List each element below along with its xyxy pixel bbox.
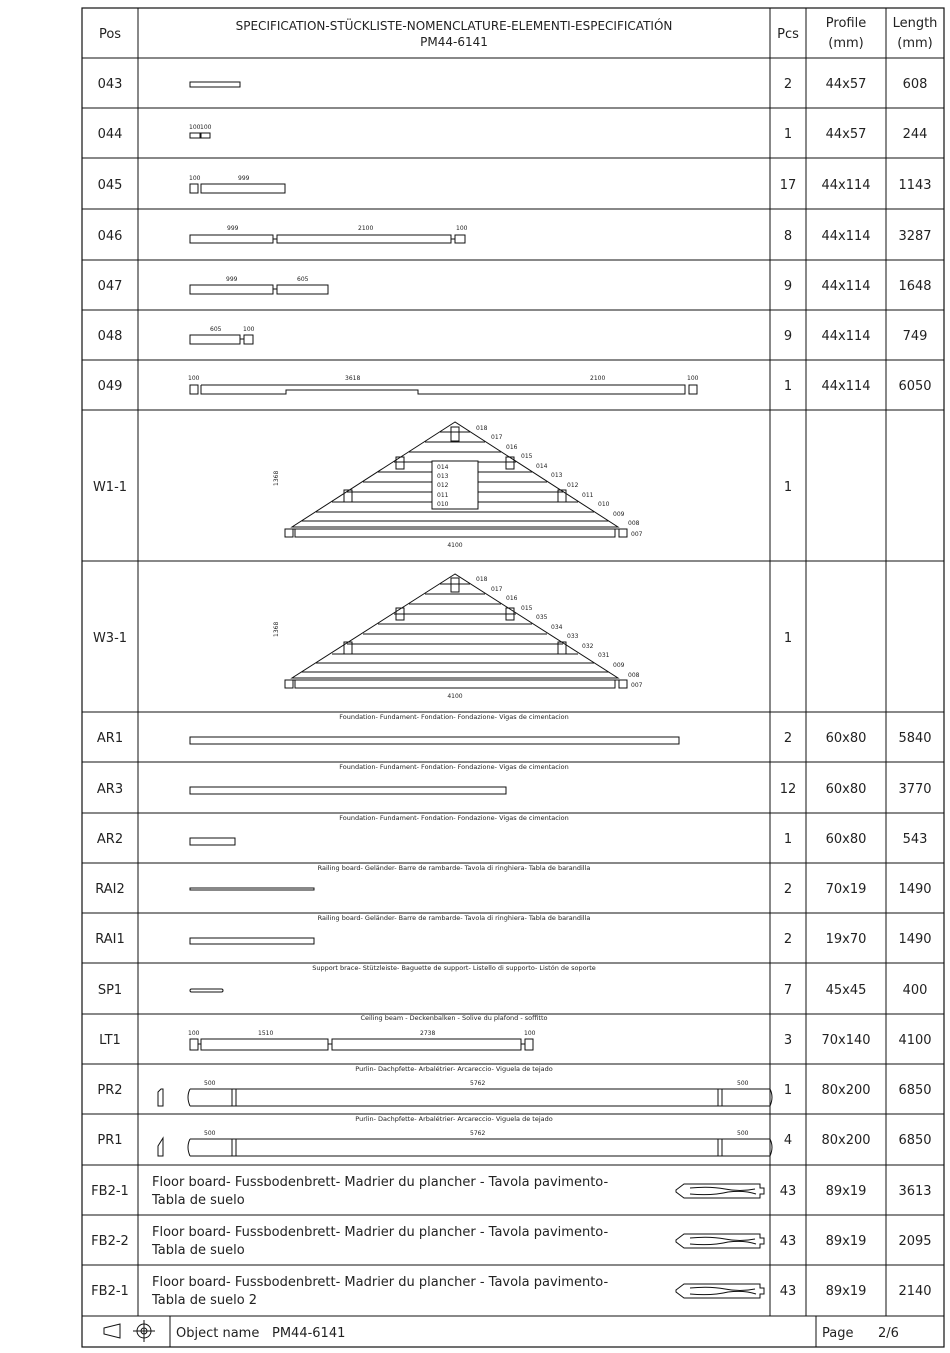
page-value: 2/6: [878, 1326, 899, 1341]
row-pos: 046: [97, 229, 123, 244]
row-length: 400: [902, 983, 928, 998]
header-profile-unit: (mm): [828, 36, 864, 51]
row-profile: 89x19: [825, 1234, 867, 1249]
part-description: Tabla de suelo 2: [152, 1293, 258, 1308]
table-row: [97, 814, 928, 847]
row-pcs: 8: [783, 229, 793, 244]
floorboard-profile: [676, 1184, 764, 1198]
row-pos: 047: [97, 279, 123, 294]
row-profile: 44x114: [821, 279, 871, 294]
part-label: 031: [598, 652, 610, 659]
part-label: 014: [437, 464, 449, 471]
part-drawing: [190, 82, 240, 87]
row-pos: PR2: [97, 1083, 123, 1098]
part-drawing: [190, 285, 273, 294]
row-pcs: 1: [783, 832, 793, 847]
row-profile: 60x80: [825, 832, 867, 847]
dimension-label: 500: [204, 1080, 216, 1087]
part-drawing: [689, 385, 697, 394]
dimension-label: 5762: [470, 1130, 486, 1137]
part-drawing: [190, 184, 198, 193]
row-length: 1490: [898, 932, 932, 947]
part-label: 009: [613, 662, 625, 669]
part-label: 008: [628, 672, 640, 679]
row-pcs: 43: [779, 1184, 797, 1199]
height-label: 1368: [273, 470, 280, 486]
row-profile: 70x140: [821, 1033, 871, 1048]
dimension-label: 2738: [420, 1030, 436, 1037]
height-label: 1368: [273, 621, 280, 637]
row-pcs: 12: [779, 782, 797, 797]
dimension-label: 605: [297, 276, 309, 283]
row-pos: W3-1: [92, 631, 128, 646]
row-profile: 80x200: [821, 1133, 871, 1148]
gable-drawing: [285, 422, 627, 537]
row-profile: 89x19: [825, 1284, 867, 1299]
floorboard-profile: [676, 1284, 764, 1298]
dimension-label: 1510: [258, 1030, 274, 1037]
row-pcs: 1: [783, 631, 793, 646]
footer: [104, 1316, 899, 1347]
gable-drawing: [285, 574, 627, 688]
row-pos: W1-1: [92, 480, 128, 495]
table-row: [98, 77, 928, 92]
part-label: 034: [551, 624, 563, 631]
profile-section: [158, 1089, 163, 1106]
header-profile: Profile: [825, 16, 867, 31]
dimension-label: 500: [737, 1130, 749, 1137]
part-label: 012: [437, 482, 449, 489]
row-length: 3770: [898, 782, 932, 797]
row-profile: 44x114: [821, 329, 871, 344]
row-profile: 44x114: [821, 178, 871, 193]
header-subtitle: PM44-6141: [420, 35, 488, 49]
row-pos: FB2-1: [91, 1284, 129, 1299]
part-note: Ceiling beam - Deckenbalken - Solive du plafond - soffitto: [360, 1014, 548, 1022]
part-drawing: [190, 385, 198, 394]
part-description: Tabla de suelo: [152, 1243, 245, 1258]
row-pos: AR1: [96, 731, 124, 746]
dimension-label: 100: [456, 225, 468, 232]
width-label: 4100: [447, 693, 463, 700]
part-label: 015: [521, 453, 533, 460]
table-row: [99, 1014, 931, 1050]
part-drawing: [332, 1039, 521, 1050]
row-pos: 044: [97, 127, 123, 142]
row-pcs: 7: [783, 983, 793, 998]
dimension-label: 999: [238, 175, 250, 182]
dimension-label: 999: [226, 276, 238, 283]
width-label: 4100: [447, 542, 463, 549]
row-pcs: 1: [783, 127, 793, 142]
row-profile: 44x114: [821, 229, 871, 244]
projection-symbol-icon: [104, 1320, 155, 1342]
table-row: [98, 326, 928, 344]
part-drawing: [190, 335, 240, 344]
part-label: 013: [437, 473, 449, 480]
table-row: [93, 574, 792, 700]
part-note: Purlin- Dachpfette- Arbalétrier- Arcareccio- Viguela de tejado: [355, 1115, 553, 1123]
row-pos: RAI1: [95, 932, 125, 947]
part-description: Tabla de suelo: [152, 1193, 245, 1208]
part-note: Foundation- Fundament- Fondation- Fondazione- Vigas de cimentacion: [339, 713, 569, 721]
row-pcs: 17: [779, 178, 797, 193]
part-label: 015: [521, 605, 533, 612]
part-drawing: [277, 235, 451, 243]
row-profile: 80x200: [821, 1083, 871, 1098]
header-pcs: Pcs: [777, 27, 799, 42]
row-profile: 60x80: [825, 782, 867, 797]
table-row: [98, 964, 928, 998]
part-description: Floor board- Fussbodenbrett- Madrier du plancher - Tavola pavimento-: [152, 1225, 609, 1240]
row-pos: RAI2: [95, 882, 125, 897]
row-length: 1143: [898, 178, 932, 193]
part-drawing: [190, 938, 314, 944]
part-drawing: [277, 285, 328, 294]
page-label: Page: [822, 1326, 854, 1341]
dimension-label: 100: [188, 1030, 200, 1037]
row-pos: 043: [97, 77, 123, 92]
row-length: 3287: [898, 229, 932, 244]
dimension-label: 500: [737, 1080, 749, 1087]
row-length: 1648: [898, 279, 932, 294]
row-length: 6850: [898, 1133, 932, 1148]
row-length: 2140: [898, 1284, 932, 1299]
part-drawing: [190, 989, 223, 992]
part-drawing: [201, 1039, 328, 1050]
row-profile: 44x114: [821, 379, 871, 394]
object-name-value: PM44-6141: [272, 1326, 346, 1341]
part-label: 018: [476, 425, 488, 432]
row-pcs: 3: [783, 1033, 793, 1048]
part-drawing: [455, 235, 465, 243]
part-label: 016: [506, 444, 518, 451]
row-pos: 045: [97, 178, 123, 193]
row-pcs: 1: [783, 379, 793, 394]
row-length: 608: [902, 77, 928, 92]
part-label: 011: [582, 492, 594, 499]
part-drawing: [201, 184, 285, 193]
part-label: 009: [613, 511, 625, 518]
row-pcs: 43: [779, 1234, 797, 1249]
part-note: Foundation- Fundament- Fondation- Fondazione- Vigas de cimentacion: [339, 814, 569, 822]
row-profile: 44x57: [825, 77, 867, 92]
row-length: 4100: [898, 1033, 932, 1048]
row-pos: SP1: [97, 983, 123, 998]
part-label: 017: [491, 434, 503, 441]
dimension-label: 100: [188, 375, 200, 382]
part-drawing: [188, 1139, 772, 1156]
table-row: [91, 1225, 931, 1258]
dimension-label: 100: [687, 375, 699, 382]
part-label: 007: [631, 531, 643, 538]
dimension-label: 100: [200, 124, 212, 131]
floorboard-profile: [676, 1234, 764, 1248]
part-drawing: [190, 133, 200, 138]
part-label: 010: [598, 501, 610, 508]
dimension-label: 2100: [358, 225, 374, 232]
part-description: Floor board- Fussbodenbrett- Madrier du plancher - Tavola pavimento-: [152, 1275, 609, 1290]
dimension-label: 3618: [345, 375, 361, 382]
part-note: Railing board- Geländer- Barre de rambarde- Tavola di ringhiera- Tabla de barandilla: [317, 914, 591, 922]
dimension-label: 605: [210, 326, 222, 333]
row-profile: 44x57: [825, 127, 867, 142]
dimension-label: 999: [227, 225, 239, 232]
row-pcs: 9: [783, 279, 793, 294]
profile-section: [158, 1138, 163, 1156]
dimension-label: 500: [204, 1130, 216, 1137]
row-pcs: 2: [783, 77, 793, 92]
row-profile: 60x80: [825, 731, 867, 746]
row-pos: AR2: [96, 832, 124, 847]
row-pos: FB2-2: [91, 1234, 129, 1249]
part-drawing: [244, 335, 253, 344]
part-drawing: [190, 235, 273, 243]
dimension-label: 100: [524, 1030, 536, 1037]
part-drawing: [525, 1039, 533, 1050]
row-pcs: 43: [779, 1284, 797, 1299]
row-profile: 19x70: [825, 932, 867, 947]
row-profile: 70x19: [825, 882, 867, 897]
row-length: 1490: [898, 882, 932, 897]
row-pcs: 2: [783, 882, 793, 897]
part-drawing: [190, 838, 235, 845]
dimension-label: 100: [189, 175, 201, 182]
part-drawing: [190, 1039, 198, 1050]
table-row: [98, 124, 928, 142]
header-length-unit: (mm): [897, 36, 933, 51]
part-label: 035: [536, 614, 548, 621]
row-pos: 049: [97, 379, 123, 394]
part-drawing: [190, 737, 679, 744]
dimension-label: 5762: [470, 1080, 486, 1087]
part-note: Support brace- Stützleiste- Baguette de support- Listello di supporto- Listón de soporte: [312, 964, 596, 972]
dimension-label: 100: [243, 326, 255, 333]
row-pos: LT1: [99, 1033, 121, 1048]
part-label: 017: [491, 586, 503, 593]
part-label: 016: [506, 595, 518, 602]
header-pos: Pos: [98, 27, 122, 42]
row-pcs: 1: [783, 1083, 793, 1098]
part-label: 007: [631, 682, 643, 689]
part-note: Railing board- Geländer- Barre de rambarde- Tavola di ringhiera- Tabla de barandilla: [317, 864, 591, 872]
part-drawing: [188, 1089, 772, 1106]
row-profile: 89x19: [825, 1184, 867, 1199]
row-pos: FB2-1: [91, 1184, 129, 1199]
row-pcs: 2: [783, 932, 793, 947]
row-profile: 45x45: [825, 983, 867, 998]
row-pos: PR1: [97, 1133, 123, 1148]
part-label: 033: [567, 633, 579, 640]
row-pcs: 2: [783, 731, 793, 746]
part-label: 012: [567, 482, 579, 489]
row-length: 6050: [898, 379, 932, 394]
part-drawing: [201, 385, 685, 394]
table-row: [91, 1275, 931, 1308]
row-length: 2095: [898, 1234, 932, 1249]
part-label: 018: [476, 576, 488, 583]
row-length: 6850: [898, 1083, 932, 1098]
dimension-label: 2100: [590, 375, 606, 382]
part-note: Purlin- Dachpfette- Arbalétrier- Arcareccio- Viguela de tejado: [355, 1065, 553, 1073]
table-row: [93, 422, 792, 549]
row-pcs: 4: [783, 1133, 793, 1148]
part-label: 013: [551, 472, 563, 479]
part-drawing: [190, 787, 506, 794]
part-label: 008: [628, 520, 640, 527]
table-row: [91, 1175, 931, 1208]
dimension-label: 100: [189, 124, 201, 131]
row-length: 3613: [898, 1184, 932, 1199]
part-drawing: [190, 888, 314, 890]
row-pos: 048: [97, 329, 123, 344]
header-title: SPECIFICATION-STÜCKLISTE-NOMENCLATURE-ELEMENTI-ESPECIFICATIÓN: [235, 19, 673, 33]
part-label: 010: [437, 501, 449, 508]
row-pcs: 1: [783, 480, 793, 495]
row-length: 5840: [898, 731, 932, 746]
row-length: 543: [902, 832, 928, 847]
part-label: 011: [437, 492, 449, 499]
part-label: 032: [582, 643, 594, 650]
row-length: 244: [902, 127, 928, 142]
object-name-label: Object name: [176, 1326, 260, 1341]
row-length: 749: [902, 329, 928, 344]
row-pcs: 9: [783, 329, 793, 344]
part-drawing: [201, 133, 210, 138]
part-label: 014: [536, 463, 548, 470]
part-note: Foundation- Fundament- Fondation- Fondazione- Vigas de cimentacion: [339, 763, 569, 771]
row-pos: AR3: [96, 782, 124, 797]
part-description: Floor board- Fussbodenbrett- Madrier du plancher - Tavola pavimento-: [152, 1175, 609, 1190]
header-length: Length: [892, 16, 938, 31]
